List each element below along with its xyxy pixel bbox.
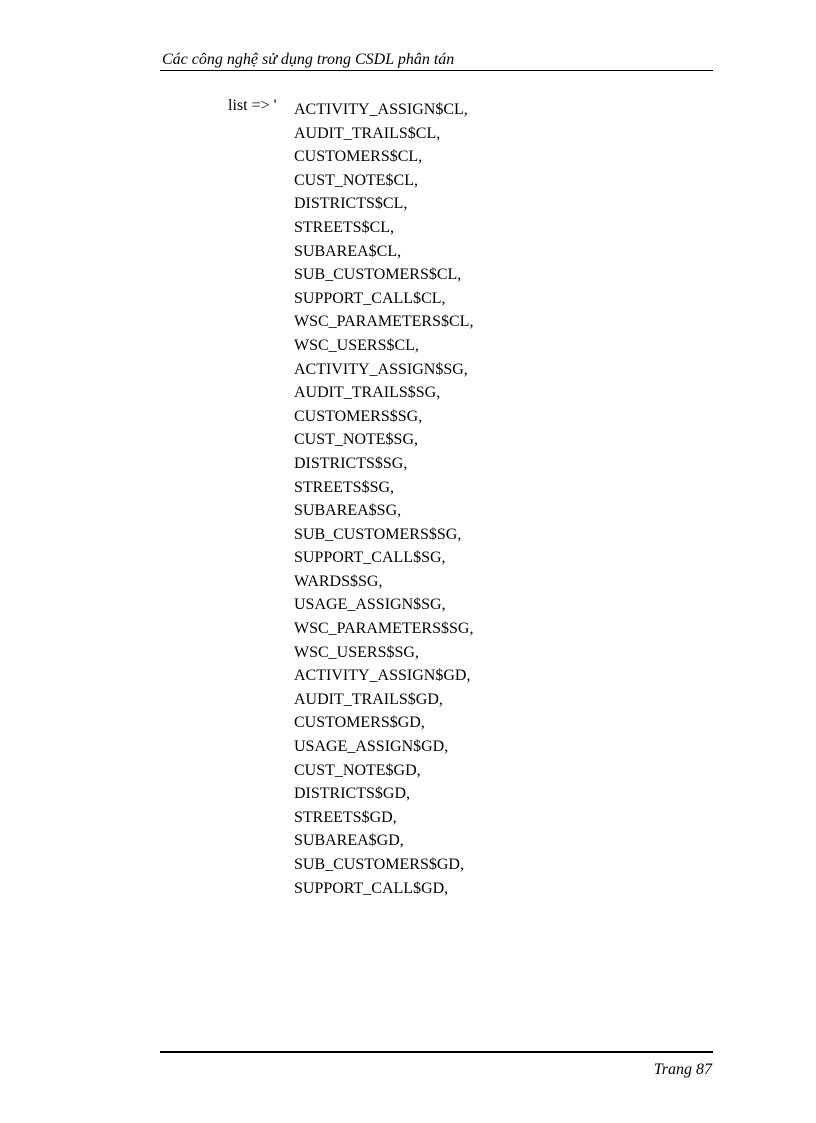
footer-divider bbox=[160, 1051, 713, 1053]
table-name-entry: ACTIVITY_ASSIGN$GD, bbox=[294, 667, 471, 685]
running-header-title: Các công nghệ sử dụng trong CSDL phân tán bbox=[162, 51, 455, 68]
table-name-entry: CUSTOMERS$GD, bbox=[294, 714, 425, 732]
table-name-entry: STREETS$CL, bbox=[294, 218, 395, 236]
table-name-list bbox=[294, 96, 473, 902]
table-name-entry: SUBAREA$GD, bbox=[294, 832, 404, 850]
list-item bbox=[294, 875, 473, 902]
table-name-entry: SUPPORT_CALL$SG, bbox=[294, 549, 446, 567]
table-name-entry: STREETS$SG, bbox=[294, 478, 395, 496]
table-name-entry: SUB_CUSTOMERS$SG, bbox=[294, 525, 462, 543]
table-name-entry: AUDIT_TRAILS$SG, bbox=[294, 384, 441, 402]
table-name-entry: WSC_USERS$SG, bbox=[294, 643, 419, 661]
table-name-entry: WSC_PARAMETERS$SG, bbox=[294, 620, 474, 638]
table-name-entry: CUST_NOTE$CL, bbox=[294, 171, 418, 189]
table-name-entry: WSC_PARAMETERS$CL, bbox=[294, 313, 474, 331]
table-name-entry: SUB_CUSTOMERS$CL, bbox=[294, 266, 462, 284]
table-name-entry: USAGE_ASSIGN$GD, bbox=[294, 738, 449, 756]
table-name-entry: CUSTOMERS$CL, bbox=[294, 148, 423, 166]
table-name-entry: SUBAREA$SG, bbox=[294, 502, 402, 520]
table-name-entry: CUST_NOTE$GD, bbox=[294, 761, 421, 779]
list-assignment-prefix: list => ' bbox=[228, 97, 277, 114]
page-number: Trang 87 bbox=[653, 1061, 712, 1078]
table-name-entry: SUPPORT_CALL$GD, bbox=[294, 879, 449, 897]
table-name-entry: AUDIT_TRAILS$GD, bbox=[294, 690, 443, 708]
table-name-entry: ACTIVITY_ASSIGN$SG, bbox=[294, 360, 468, 378]
table-name-entry: ACTIVITY_ASSIGN$CL, bbox=[294, 101, 468, 118]
table-name-entry: SUB_CUSTOMERS$GD, bbox=[294, 856, 464, 873]
table-name-entry: CUSTOMERS$SG, bbox=[294, 407, 423, 425]
table-name-entry: WSC_USERS$CL, bbox=[294, 336, 419, 354]
table-name-entry: SUPPORT_CALL$CL, bbox=[294, 289, 446, 307]
table-name-entry: CUST_NOTE$SG, bbox=[294, 431, 419, 449]
header-divider bbox=[160, 70, 713, 71]
table-name-entry: WARDS$SG, bbox=[294, 572, 383, 590]
table-name-entry: STREETS$GD, bbox=[294, 808, 397, 826]
table-name-entry: SUBAREA$CL, bbox=[294, 242, 402, 260]
table-name-entry: DISTRICTS$SG, bbox=[294, 454, 408, 472]
table-name-entry: USAGE_ASSIGN$SG, bbox=[294, 596, 446, 614]
table-name-entry: AUDIT_TRAILS$CL, bbox=[294, 124, 441, 142]
table-name-entry: DISTRICTS$CL, bbox=[294, 195, 408, 213]
table-name-entry: DISTRICTS$GD, bbox=[294, 785, 411, 803]
